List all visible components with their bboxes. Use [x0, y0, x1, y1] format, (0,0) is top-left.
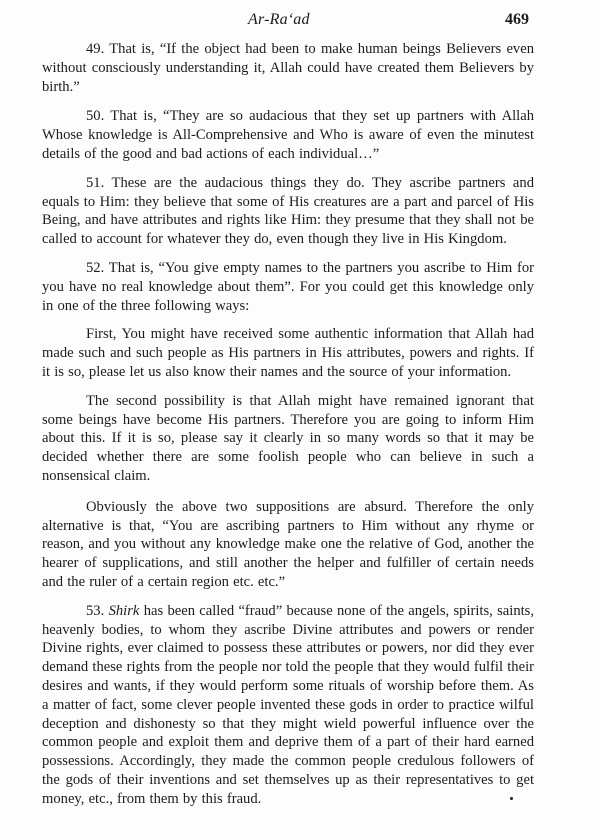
- note-49: [42, 40, 534, 96]
- note-text: These are the audacious things they do. They ascribe partners and equals to Him: they believe that some of His creatures are a part and parcel of His Being, and have attributes and rights like Him: they presume that they shall not be called to account for whatever they do, even though they live in His Kingdom.: [42, 174, 534, 248]
- note-53: [42, 602, 534, 809]
- note-number: 51.: [86, 174, 105, 191]
- paragraph-conclusion: Obviously the above two suppositions are absurd. Therefore the only alternative is that, “You are ascribing partners to Him without any rhyme or reason, and you without any knowledge make one the relative of God, another the hearer of supplications, and still another the helper and fulfiller of certain needs and the ruler of a certain region etc. etc.”: [42, 498, 534, 590]
- note-text: That is, “They are so audacious that they set up partners with Allah Whose knowledge is All-Comprehensive and Who is aware of even the minutest details of the good and bad actions of each individual…”: [42, 108, 534, 162]
- paragraph-second-possibility: The second possibility is that Allah might have remained ignorant that some beings have become His partners. Therefore you are going to inform Him about this. If it is so, please say it clearly in so many words so that it may be decided whether there are some foolish people who can believe in such a nonsensical claim.: [42, 392, 534, 484]
- note-text: has been called “fraud” because none of the angels, spirits, saints, heavenly bodies, to whom they ascribe Divine attributes and powers or render Divine rights, ever claimed to possess these attributes or powers, nor did they ever demand these rights from the people nor told the people that they would fulfil their desires and wants, if they would perform some rituals of worship before them. As a matter of fact, some clever people invented these gods in order to practice wilful deception and dishonesty so that they might wield powerful influence over the common people and exploit them and deprive them of a part of their hard earned possessions. Accordingly, they made the common people credulous followers of the gods of their inventions and set themselves up as their representatives to get money, etc., from them by this fraud.: [42, 602, 534, 807]
- note-number: 50.: [86, 108, 105, 125]
- scan-speck: [510, 797, 513, 800]
- running-title: Ar-Ra‘ad: [248, 11, 310, 28]
- page-number: 469: [505, 11, 529, 28]
- page-body: [42, 40, 534, 818]
- note-number: 52.: [86, 259, 105, 276]
- note-51: [42, 174, 534, 249]
- note-number: 53.: [86, 602, 105, 619]
- italic-term: Shirk: [108, 602, 140, 619]
- note-text: That is, “If the object had been to make human beings Believers even without consciously understanding it, Allah could have created them Believers by birth.”: [42, 41, 534, 95]
- note-text: That is, “You give empty names to the partners you ascribe to Him for you have no real knowledge about them”. For you could get this knowledge only in one of the three following ways:: [42, 259, 534, 314]
- running-head: [0, 11, 600, 33]
- note-50: [42, 107, 534, 163]
- note-52: [42, 259, 534, 315]
- paragraph-first-possibility: First, You might have received some authentic information that Allah had made such and such people as His partners in His attributes, powers and rights. If it is so, please let us also know their names and the source of your information.: [42, 326, 534, 380]
- note-number: 49.: [86, 41, 105, 57]
